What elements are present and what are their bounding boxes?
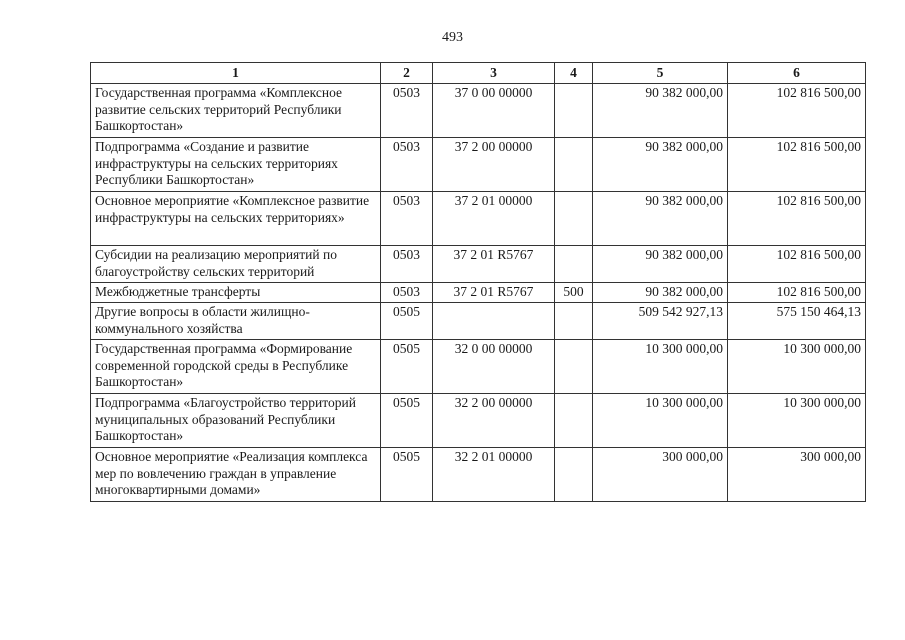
row-code: 37 2 01 R5767 [433,246,555,283]
column-header-1: 1 [91,63,381,84]
row-name: Подпрограмма «Благоустройство территорий муниципальных образований Республики Башкортостан» [91,394,381,448]
row-type: 500 [555,283,593,303]
row-amount-2: 300 000,00 [728,448,866,502]
row-code: 32 2 00 00000 [433,394,555,448]
row-code: 37 2 01 00000 [433,192,555,246]
row-name: Основное мероприятие «Реализация комплекса мер по вовлечению граждан в управление многоквартирными домами» [91,448,381,502]
row-amount-2: 575 150 464,13 [728,303,866,340]
row-amount-1: 90 382 000,00 [593,192,728,246]
row-amount-1: 90 382 000,00 [593,246,728,283]
row-section: 0503 [381,192,433,246]
row-amount-2: 10 300 000,00 [728,340,866,394]
row-name: Государственная программа «Комплексное развитие сельских территорий Республики Башкортостан» [91,84,381,138]
row-amount-2: 10 300 000,00 [728,394,866,448]
row-section: 0505 [381,448,433,502]
row-section: 0505 [381,394,433,448]
row-amount-1: 300 000,00 [593,448,728,502]
row-amount-2: 102 816 500,00 [728,84,866,138]
row-amount-2: 102 816 500,00 [728,138,866,192]
row-amount-1: 10 300 000,00 [593,394,728,448]
column-header-6: 6 [728,63,866,84]
table-header-row [91,63,866,84]
table-row [91,303,866,340]
row-amount-1: 90 382 000,00 [593,283,728,303]
row-amount-1: 90 382 000,00 [593,138,728,192]
row-name: Субсидии на реализацию мероприятий по благоустройству сельских территорий [91,246,381,283]
column-header-4: 4 [555,63,593,84]
column-header-2: 2 [381,63,433,84]
row-type [555,303,593,340]
row-code: 32 0 00 00000 [433,340,555,394]
row-amount-2: 102 816 500,00 [728,246,866,283]
row-type [555,246,593,283]
row-type [555,394,593,448]
row-amount-1: 10 300 000,00 [593,340,728,394]
row-section: 0503 [381,283,433,303]
row-name: Другие вопросы в области жилищно-коммунального хозяйства [91,303,381,340]
row-section: 0503 [381,246,433,283]
row-code: 37 2 00 00000 [433,138,555,192]
row-amount-2: 102 816 500,00 [728,283,866,303]
row-name: Подпрограмма «Создание и развитие инфраструктуры на сельских территориях Республики Башкортостан» [91,138,381,192]
table-row [91,340,866,394]
budget-table [90,62,866,502]
row-type [555,448,593,502]
row-section: 0503 [381,84,433,138]
table-row [91,246,866,283]
row-amount-1: 509 542 927,13 [593,303,728,340]
row-type [555,340,593,394]
column-header-5: 5 [593,63,728,84]
table-row [91,448,866,502]
row-amount-1: 90 382 000,00 [593,84,728,138]
row-amount-2: 102 816 500,00 [728,192,866,246]
row-name: Межбюджетные трансферты [91,283,381,303]
row-type [555,84,593,138]
row-section: 0505 [381,303,433,340]
table-row [91,283,866,303]
row-section: 0505 [381,340,433,394]
row-name: Основное мероприятие «Комплексное развитие инфраструктуры на сельских территориях» [91,192,381,246]
row-type [555,138,593,192]
row-type [555,192,593,246]
table-row [91,84,866,138]
table-row [91,192,866,246]
row-section: 0503 [381,138,433,192]
row-code [433,303,555,340]
column-header-3: 3 [433,63,555,84]
row-name: Государственная программа «Формирование современной городской среды в Республике Башкортостан» [91,340,381,394]
page-number: 493 [442,30,463,45]
row-code: 32 2 01 00000 [433,448,555,502]
row-code: 37 2 01 R5767 [433,283,555,303]
row-code: 37 0 00 00000 [433,84,555,138]
table-row [91,394,866,448]
table-row [91,138,866,192]
